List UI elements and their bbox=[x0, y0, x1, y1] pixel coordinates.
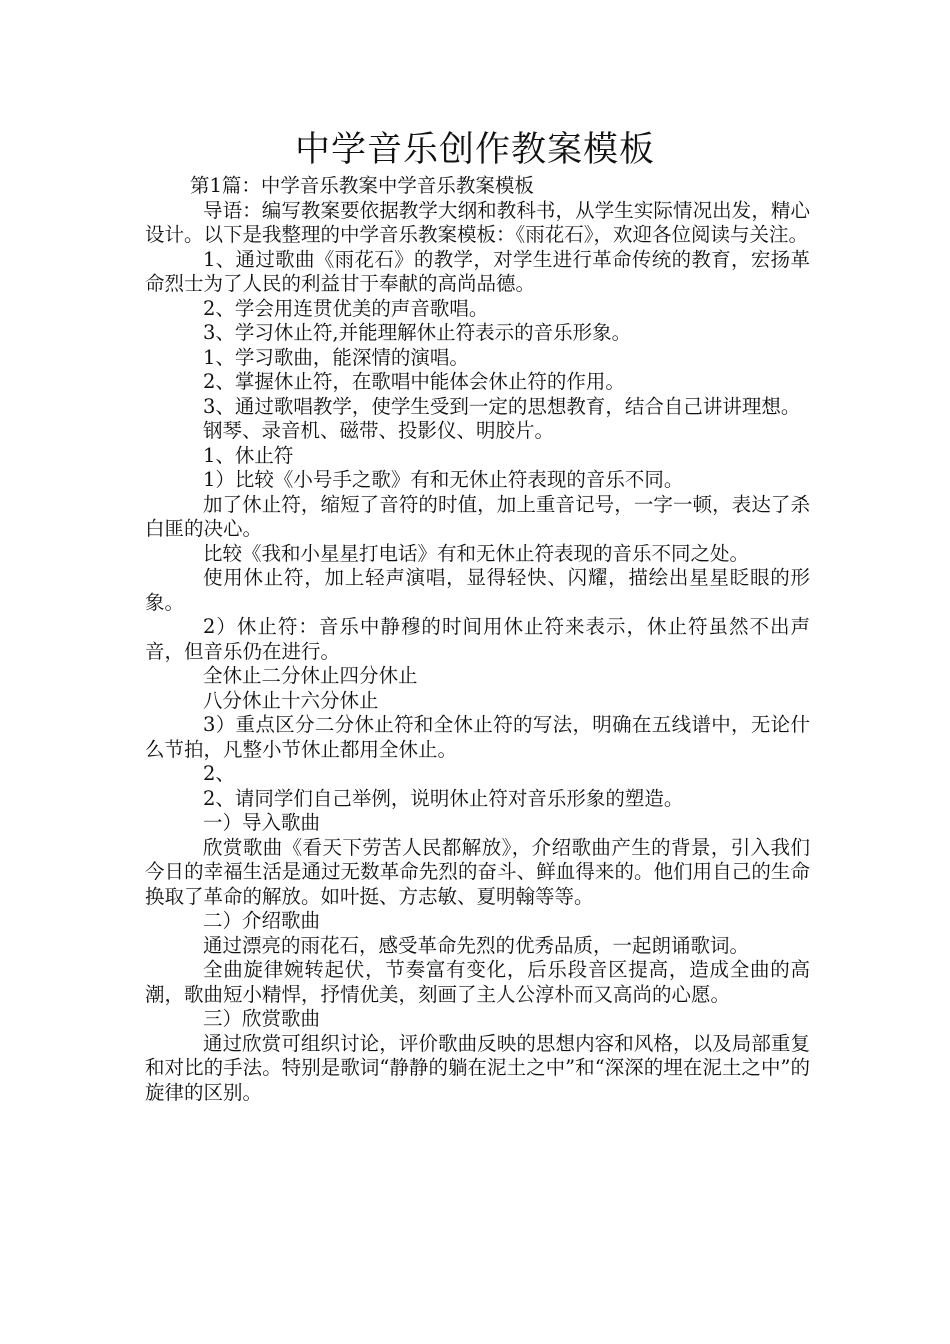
paragraph: 1）比较《小号手之歌》有和无休止符表现的音乐不同。 bbox=[203, 468, 684, 491]
paragraph: 2）休止符：音乐中静穆的时间用休止符来表示，休止符虽然不出声音，但音乐仍在进行。 bbox=[145, 615, 810, 663]
paragraph: 3、学习休止符,并能理解休止符表示的音乐形象。 bbox=[203, 321, 632, 344]
paragraph: 1、休止符 bbox=[203, 443, 294, 467]
paragraph: 通过漂亮的雨花石，感受革命先烈的优秀品质，一起朗诵歌词。 bbox=[203, 933, 750, 957]
paragraph: 钢琴、录音机、磁带、投影仪、明胶片。 bbox=[203, 419, 555, 442]
paragraph: 八分休止十六分休止 bbox=[203, 688, 379, 712]
paragraph: 2、学会用连贯优美的声音歌唱。 bbox=[203, 296, 489, 320]
paragraph: 使用休止符，加上轻声演唱，显得轻快、闪耀，描绘出星星眨眼的形象。 bbox=[145, 566, 810, 614]
subheading: 三）欣赏歌曲 bbox=[203, 1007, 321, 1030]
paragraph: 3）重点区分二分休止符和全休止符的写法，明确在五线谱中，无论什么节拍，凡整小节休止都用全休止。 bbox=[145, 713, 810, 761]
paragraph: 2、请同学们自己举例，说明休止符对音乐形象的塑造。 bbox=[203, 786, 684, 810]
intro-paragraph: 导语：编写教案要依据教学大纲和教科书，从学生实际情况出发，精心设计。以下是我整理的中学音乐教案模板：《雨花石》，欢迎各位阅读与关注。 bbox=[145, 198, 810, 246]
paragraph: 全曲旋律婉转起伏，节奏富有变化，后乐段音区提高，造成全曲的高潮，歌曲短小精悍，抒情优美，刻画了主人公淳朴而又高尚的心愿。 bbox=[145, 958, 810, 1006]
paragraph: 3、通过歌唱教学，使学生受到一定的思想教育，结合自己讲讲理想。 bbox=[203, 394, 801, 418]
paragraph: 欣赏歌曲《看天下劳苦人民都解放》，介绍歌曲产生的背景，引入我们今日的幸福生活是通过无数革命先烈的奋斗、鲜血得来的。他们用自己的生命换取了革命的解放。如叶挺、方志敏、夏明翰等等。 bbox=[145, 835, 810, 908]
section-heading: 第1篇：中学音乐教案中学音乐教案模板 bbox=[190, 174, 534, 197]
paragraph: 1、通过歌曲《雨花石》的教学，对学生进行革命传统的教育，宏扬革命烈士为了人民的利益甘于奉献的高尚品德。 bbox=[145, 247, 810, 295]
subheading: 二）介绍歌曲 bbox=[203, 909, 321, 932]
document-title: 中学音乐创作教案模板 bbox=[294, 130, 655, 170]
paragraph: 1、学习歌曲，能深情的演唱。 bbox=[203, 345, 469, 369]
paragraph: 比较《我和小星星打电话》有和无休止符表现的音乐不同之处。 bbox=[203, 541, 750, 565]
paragraph: 2、 bbox=[203, 762, 235, 785]
paragraph: 2、掌握休止符，在歌唱中能体会休止符的作用。 bbox=[203, 370, 625, 393]
paragraph: 通过欣赏可组织讨论，评价歌曲反映的思想内容和风格，以及局部重复和对比的手法。特别是歌词“静静的躺在泥土之中”和“深深的埋在泥土之中”的旋律的区别。 bbox=[145, 1031, 810, 1104]
subheading: 一）导入歌曲 bbox=[203, 811, 321, 834]
document-body bbox=[145, 174, 810, 1105]
paragraph: 全休止二分休止四分休止 bbox=[203, 664, 418, 687]
paragraph: 加了休止符，缩短了音符的时值，加上重音记号，一字一顿，表达了杀白匪的决心。 bbox=[145, 492, 810, 540]
